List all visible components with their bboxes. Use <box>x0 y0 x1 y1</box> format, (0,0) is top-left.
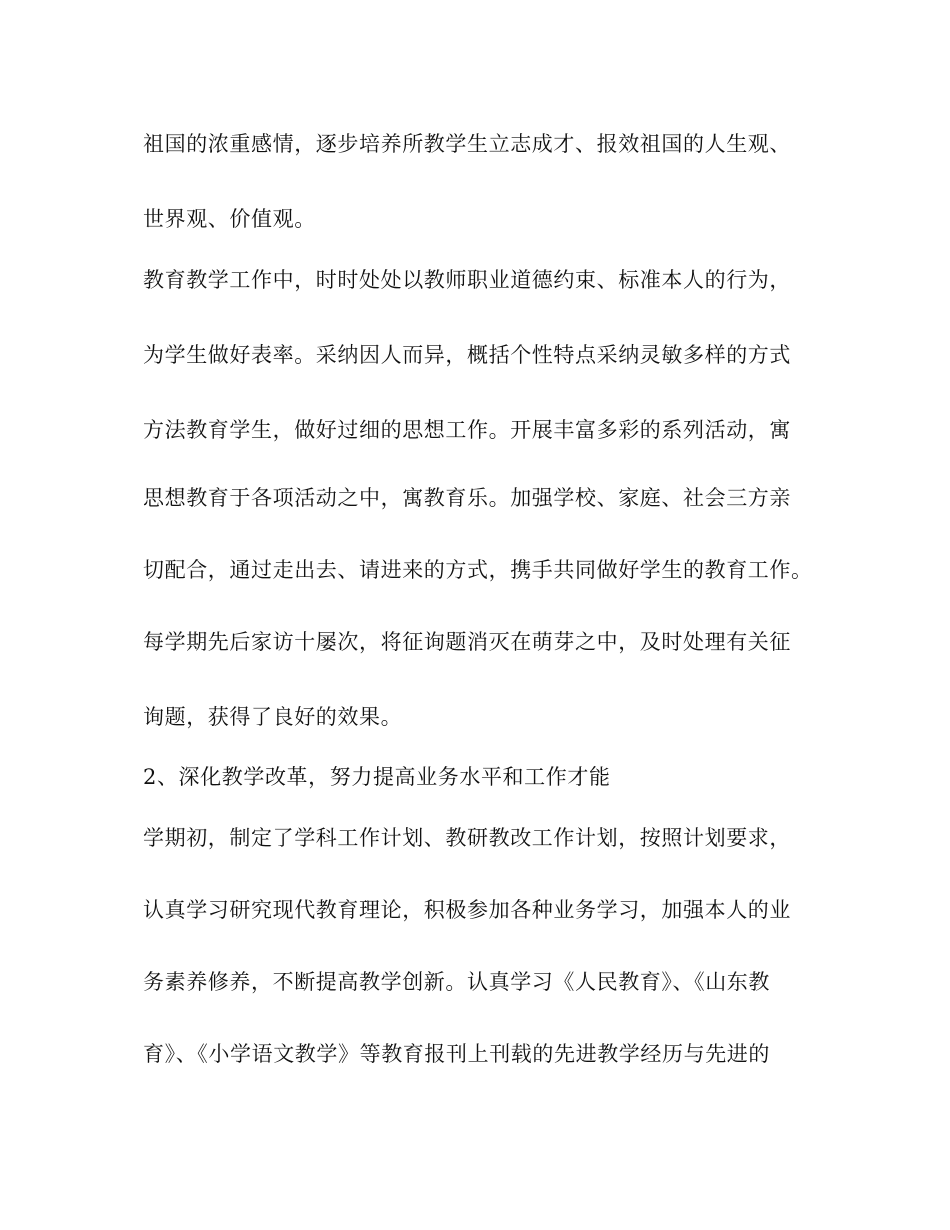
paragraph-line: 育》、《小学语文教学》等教育报刊上刊载的先进教学经历与先进的 <box>143 1042 770 1066</box>
paragraph-line: 思想教育于各项活动之中，寓教育乐。加强学校、家庭、社会三方亲 <box>143 486 791 510</box>
paragraph-line: 方法教育学生，做好过细的思想工作。开展丰富多彩的系列活动，寓 <box>143 418 791 442</box>
paragraph-line: 祖国的浓重感情，逐步培养所教学生立志成才、报效祖国的人生观、 <box>143 132 791 156</box>
paragraph-line: 切配合，通过走出去、请进来的方式，携手共同做好学生的教育工作。 <box>143 558 813 582</box>
paragraph-line: 询题，获得了良好的效果。 <box>143 705 403 729</box>
paragraph-line: 每学期先后家访十屡次，将征询题消灭在萌芽之中，及时处理有关征 <box>143 630 791 654</box>
paragraph-line: 为学生做好表率。采纳因人而异，概括个性特点采纳灵敏多样的方式 <box>143 343 791 367</box>
paragraph-line: 学期初，制定了学科工作计划、教研教改工作计划，按照计划要求， <box>143 826 791 850</box>
paragraph-line: 教育教学工作中，时时处处以教师职业道德约束、标准本人的行为， <box>143 268 791 292</box>
section-heading: 2、深化教学改革，努力提高业务水平和工作才能 <box>143 765 611 789</box>
paragraph-line: 世界观、价值观。 <box>143 207 316 231</box>
paragraph-line: 认真学习研究现代教育理论，积极参加各种业务学习，加强本人的业 <box>143 898 791 922</box>
paragraph-line: 务素养修养，不断提高教学创新。认真学习《人民教育》、《山东教 <box>143 970 770 994</box>
